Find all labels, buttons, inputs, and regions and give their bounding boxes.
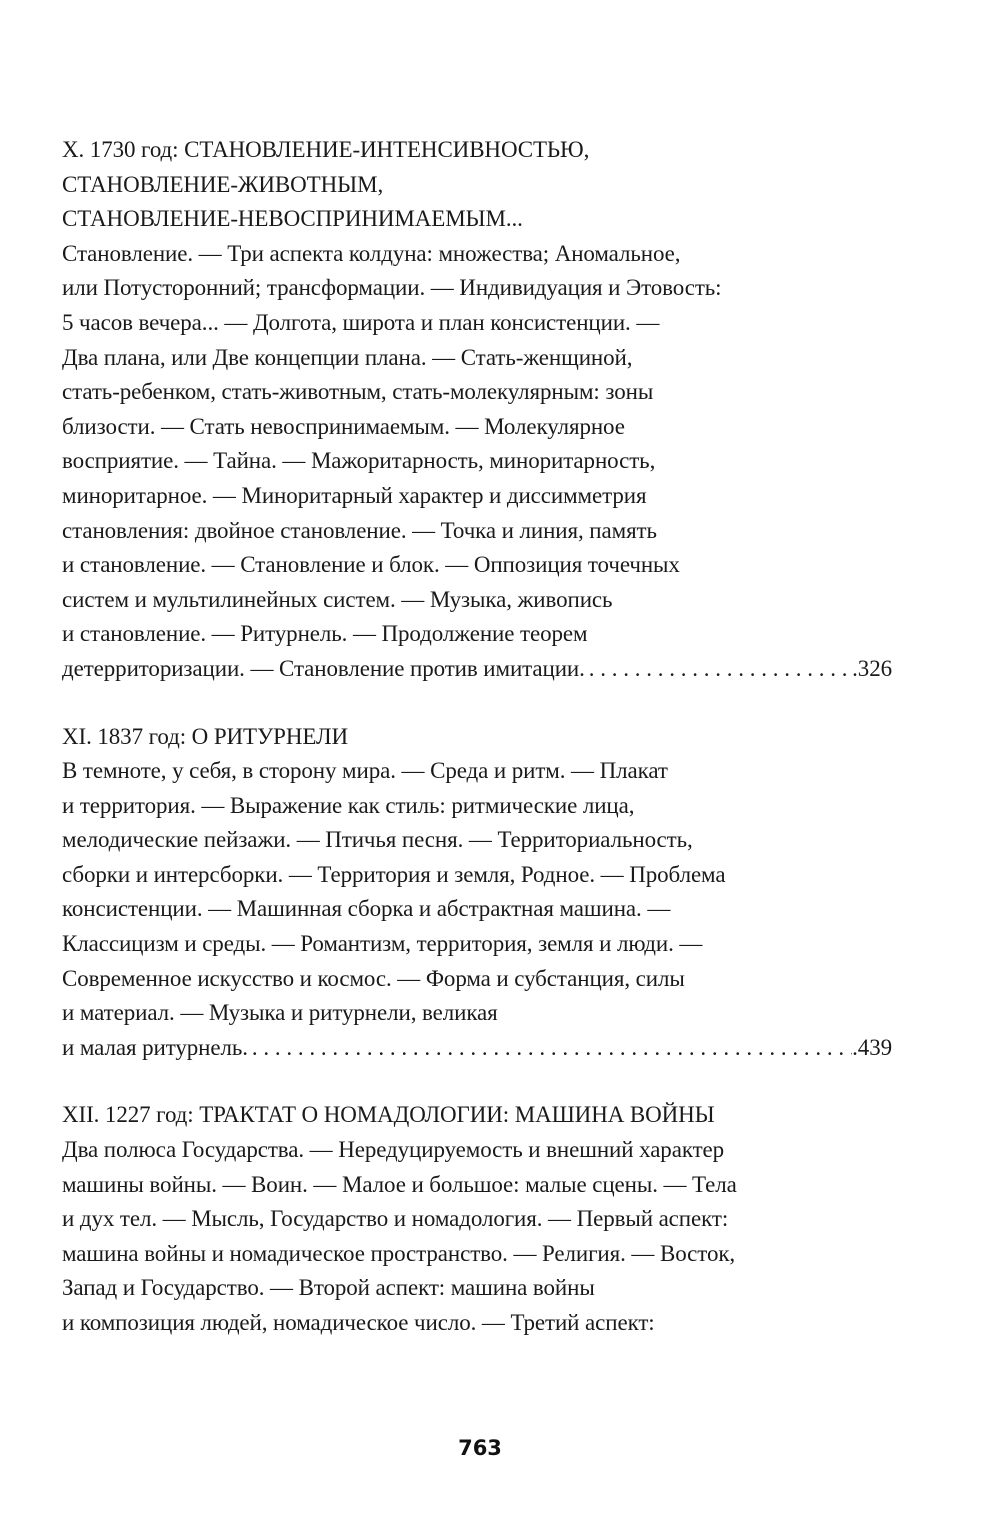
section-summary-line: систем и мультилинейных систем. — Музыка, живопись	[62, 586, 613, 612]
section-summary-line: Становление. — Три аспекта колдуна: множества; Аномальное,	[62, 240, 681, 266]
section-heading: X. 1730 год: СТАНОВЛЕНИЕ-ИНТЕНСИВНОСТЬЮ,	[62, 137, 590, 162]
section-summary-line: Два полюса Государства. — Нередуцируемость и внешний характер	[62, 1137, 725, 1163]
section-summary-line: сборки и интерсборки. — Территория и земля, Родное. — Проблема	[62, 861, 726, 887]
section-summary-line: детерриторизации. — Становление против имитации.	[62, 655, 585, 681]
dot-leader	[585, 652, 852, 687]
toc-section-xi	[62, 720, 892, 1066]
section-summary-line: машина войны и номадическое пространство. — Религия. — Восток,	[62, 1240, 736, 1266]
section-summary-line: миноритарное. — Миноритарный характер и диссимметрия	[62, 482, 647, 508]
section-summary-line: и малая ритурнель.	[62, 1034, 248, 1060]
section-summary-line: консистенции. — Машинная сборка и абстрактная машина. —	[62, 896, 671, 922]
toc-section-x	[62, 133, 892, 687]
section-summary-line: 5 часов вечера... — Долгота, широта и план консистенции. —	[62, 309, 660, 335]
section-summary-line: и становление. — Становление и блок. — Оппозиция точечных	[62, 552, 680, 578]
section-summary-line: становления: двойное становление. — Точка и линия, память	[62, 517, 657, 543]
toc-entry-leader	[62, 1031, 892, 1066]
section-summary-line: машины войны. — Воин. — Малое и большое: малые сцены. — Тела	[62, 1171, 737, 1197]
section-heading: XI. 1837 год: О РИТУРНЕЛИ	[62, 723, 349, 749]
section-summary-line: или Потусторонний; трансформации. — Индивидуация и Этовость:	[62, 275, 722, 301]
page-folio-number: 763	[458, 1436, 502, 1460]
section-summary-line: мелодические пейзажи. — Птичья песня. — Территориальность,	[62, 827, 693, 853]
toc-entry-leader	[62, 652, 892, 687]
section-summary-line: Запад и Государство. — Второй аспект: машина войны	[62, 1275, 595, 1301]
page-number: .439	[852, 1034, 892, 1060]
section-summary-line: близости. — Стать невоспринимаемым. — Молекулярное	[62, 413, 625, 439]
section-summary-line: и становление. — Ритурнель. — Продолжение теорем	[62, 621, 588, 647]
toc-section-xii	[62, 1098, 892, 1340]
dot-leader	[248, 1031, 852, 1066]
table-of-contents	[62, 133, 892, 1341]
section-summary-line: стать-ребенком, стать-животным, стать-молекулярным: зоны	[62, 379, 654, 405]
section-summary-line: Классицизм и среды. — Романтизм, территория, земля и люди. —	[62, 931, 703, 957]
section-summary-line: Современное искусство и космос. — Форма и субстанция, силы	[62, 965, 685, 991]
section-summary-line: и композиция людей, номадическое число. — Третий аспект:	[62, 1310, 655, 1335]
section-summary-line: В темноте, у себя, в сторону мира. — Среда и ритм. — Плакат	[62, 758, 668, 784]
section-summary-line: и территория. — Выражение как стиль: ритмические лица,	[62, 792, 635, 818]
section-heading: XII. 1227 год: ТРАКТАТ О НОМАДОЛОГИИ: МАШИНА ВОЙНЫ	[62, 1102, 715, 1128]
section-summary-line: и дух тел. — Мысль, Государство и номадология. — Первый аспект:	[62, 1206, 729, 1232]
section-heading: СТАНОВЛЕНИЕ-ЖИВОТНЫМ,	[62, 171, 384, 197]
page-number: .326	[852, 655, 892, 681]
section-summary-line: восприятие. — Тайна. — Мажоритарность, миноритарность,	[62, 448, 656, 474]
section-summary-line: и материал. — Музыка и ритурнели, великая	[62, 1000, 498, 1026]
section-summary-line: Два плана, или Две концепции плана. — Стать-женщиной,	[62, 344, 633, 370]
section-heading: СТАНОВЛЕНИЕ-НЕВОСПРИНИМАЕМЫМ...	[62, 206, 523, 232]
